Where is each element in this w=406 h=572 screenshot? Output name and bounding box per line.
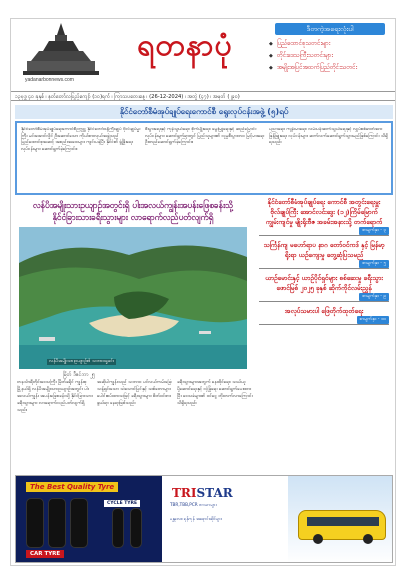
- contents-list: [269, 38, 391, 74]
- banner-headline[interactable]: နိုင်ငံတော်စီမံအုပ်ချုပ်ရေးကောင်စီ ရွေးလုပ်ငန်းအဖွဲ့ (၅)ရပ်: [15, 105, 393, 119]
- wheel-icon: [313, 534, 323, 544]
- sidebar-headline[interactable]: နိုင်ငံတော်စီမံအုပ်ချုပ်ရေး ကောင်စီ အတွင်းရေးမှူး ဗိုလ်ချုပ်ကြီး အောင်လင်းဒွေး (၁၂)ကြိမ်မြောက် ကျွမ်းကျင်မှု မျိုးရိုးဗီဇ အခမ်းအနားသို့ တက်ရောက်: [265, 198, 383, 226]
- divider: [259, 268, 389, 269]
- brand-suffix: STAR: [196, 486, 233, 500]
- divider: [259, 324, 389, 325]
- pagoda-logo: [21, 21, 101, 81]
- sidebar-story[interactable]: [255, 240, 393, 269]
- sidebar-headline[interactable]: သင်္ကြန်ကျ မဟော်ရာပ နာဂ တော်ဝင်ကဒ် နှင့် မြန်မာ့ရိုးရာ ယဉ်ကျေးမှု တွေ့ဆုံပြသမည်: [263, 241, 385, 259]
- divider: [259, 235, 389, 236]
- car-tyre-label: CAR TYRE: [26, 550, 64, 558]
- sidebar-story[interactable]: [255, 306, 393, 325]
- page-reference: စာမျက်နှာ - ၁၀: [357, 316, 389, 324]
- tyre-icon: [112, 508, 124, 548]
- sidebar-story[interactable]: [255, 197, 393, 236]
- website-url[interactable]: yadanarbonnews.com: [25, 77, 74, 83]
- tyre-icon: [26, 498, 44, 548]
- newspaper-title: ရတနာပုံ: [137, 28, 233, 63]
- lead-body-column: ခရီးသွားများအတွက် နေထိုင်ရေး၊ သယ်ယူပို့ဆောင်ရေးနှင့် လုံခြုံရေး ဆောင်ရွက်ပေးထားပြီး ဒေသခံများ၏ ဝင်ငွေ တိုးတက်လာကြောင်း သိရှိရသည်။: [177, 380, 253, 406]
- brand-prefix: TRI: [172, 486, 197, 500]
- contents-item[interactable]: ◆ အမျိုးအပြင်အထက်ပြည်တိုင်းသတင်း: [269, 62, 391, 74]
- lead-headline[interactable]: လန်ပိအမျိုးသားဥယျာဉ်အတွင်းရှိ ပါးအလယ်ကျွန်းအပန်းဖြေစခန်းသို့ နိုင်ငံခြားသားခရီးသွားများ လာရောက်လည်ပတ်လျက်ရှိ: [32, 200, 234, 222]
- wheel-icon: [363, 534, 373, 544]
- tyre-ad-panel: [16, 476, 162, 563]
- newspaper-page: [10, 18, 396, 566]
- advertisement[interactable]: [15, 475, 393, 563]
- page-reference: စာမျက်နှာ - ၃: [359, 227, 389, 235]
- tyre-icon: [130, 508, 142, 548]
- contents-title: ဒီတကဲ့အရေးလုံးပါ: [275, 23, 385, 35]
- divider: [259, 301, 389, 302]
- contents-box: [269, 23, 391, 87]
- contents-item[interactable]: ◆ တိုင်းဒေသကြီးသတင်းများ: [269, 50, 391, 62]
- brand-logo: [172, 486, 233, 500]
- sidebar-headline[interactable]: ယာဉ်မောင်းနှင့် ယာဉ်ပိုင်ရှင်များ စစ်ဆေးမှု ခရီးသွား ဖောင်မြစ် ၂၀၂၅ ခုနှစ် ဆိုက်ကိုင်လမ်းညွှန်: [265, 274, 383, 292]
- top-story-column: ပညာရေး၊ ကျန်းမာရေး၊ လမ်းပန်းဆက်သွယ်ရေးနှင့် လျှပ်စစ်ဓာတ်အား ဖြန့်ဖြူးရေး လုပ်ငန်းများ ဆက်လက်ဆောင်ရွက်သွားမည်ဖြစ်ကြောင်း သိရှိရသည်။: [269, 127, 388, 146]
- sidebar-headline[interactable]: အလုပ်သမားပါ ဖြေတိုက်ထုတ်ရေး: [284, 307, 364, 315]
- photo-caption: လန်ပိအမျိုးသားဥယျာဉ်၏ သဘာဝရှုခင်း: [49, 359, 114, 364]
- sidebar: [255, 197, 393, 329]
- masthead-area: [11, 19, 396, 87]
- tyre-icon: [48, 498, 66, 548]
- bus-icon: [298, 510, 386, 540]
- ad-slogan: The Best Quality Tyre: [26, 482, 118, 492]
- byline: မြိတ် ဒီဇင်ဘာ ၂၅: [63, 372, 96, 378]
- lead-body-column: တနင်္သာရီတိုင်းဒေသကြီး မြိတ်ခရိုင် ကျွန်းစုမြို့နယ်ရှိ လန်ပိအမျိုးသားဥယျာဉ်အတွင်း ပါးအလယ်ကျွန်း အပန်းဖြေစခန်းသို့ နိုင်ငံခြားသား ခရီးသွားများ လာရောက်လည်ပတ်လျက်ရှိသည်။: [17, 380, 93, 413]
- bus-window: [307, 517, 379, 526]
- top-story-box: [15, 121, 393, 195]
- brand-ad-panel: [162, 476, 288, 563]
- sidebar-story[interactable]: [255, 273, 393, 302]
- bus-ad-panel: [288, 476, 393, 563]
- dateline: ၁၃ဗုဒ္ဓ ၄ဝ ခုနှစ် ၊ နတ်တော်လပြည့်ကျော် (၁၀)ရက် ၊ ကြာသပတေးနေ့ ၊ (26-12-2024) ၊ အတွဲ (၄၇) ၊ အမှတ် (၂၉၀): [11, 91, 396, 101]
- top-story-column: နိုင်ငံတော်စီမံအုပ်ချုပ်ရေးကောင်စီဥက္ကဋ္ဌ နိုင်ငံတော်ဝန်ကြီးချုပ် ဗိုလ်ချုပ်မှူးကြီး မင်းအောင်လှိုင် ဦးဆောင်သော ကိုယ်စားလှယ်အဖွဲ့သည် ပြည်ထောင်စုအဆင့် အစည်းအဝေးများ ကျင်းပခဲ့ပြီး နိုင်ငံ၏ ဖွံ့ဖြိုးရေးလုပ်ငန်းများ ဆောင်ရွက်ခဲ့ကြောင်း။: [21, 127, 141, 152]
- lead-body-column: အဆိုပါကျွန်းသည် သဘာဝ ပင်လယ်ကမ်းခြေ၊ သန့်ရှင်းသော သဲသောင်ပြင်နှင့် သစ်တောများ ပေါင်းစပ်ထားသဖြင့် ခရီးသွားများ စိတ်ဝင်စားဖွယ်ရာ နေရာဖြစ်သည်။: [97, 380, 172, 406]
- lead-photo: [19, 227, 247, 369]
- tyre-icon: [70, 498, 88, 548]
- contents-item[interactable]: ◆ ပြည်ထောင်စုသတင်းများ: [269, 38, 391, 50]
- page-reference: စာမျက်နှာ - ၉: [359, 293, 389, 301]
- top-story-column: စီးပွားရေးနှင့် ကုန်သွယ်ရေး၊ စိုက်ပျိုးရေး၊ မွေးမြူရေးနှင့် ဆည်မြောင်းလုပ်ငန်းများ ဆောင်ရွက်ရာတွင် ပြည်သူများ၏ လူမှုစီးပွားဘဝ မြင့်မားရေး ဦးတည်ဆောင်ရွက်ခဲ့ကြောင်း။: [145, 127, 265, 146]
- distributor-text: မန္တလေး၊ ရန်ကုန် အရောင်းဆိုင်များ: [170, 516, 222, 521]
- brand-products: TBR,TBB,PCR တာယာများ: [170, 502, 217, 507]
- page-reference: စာမျက်နှာ - ၅: [359, 260, 389, 268]
- cycle-tyre-label: CYCLE TYRE: [104, 500, 140, 507]
